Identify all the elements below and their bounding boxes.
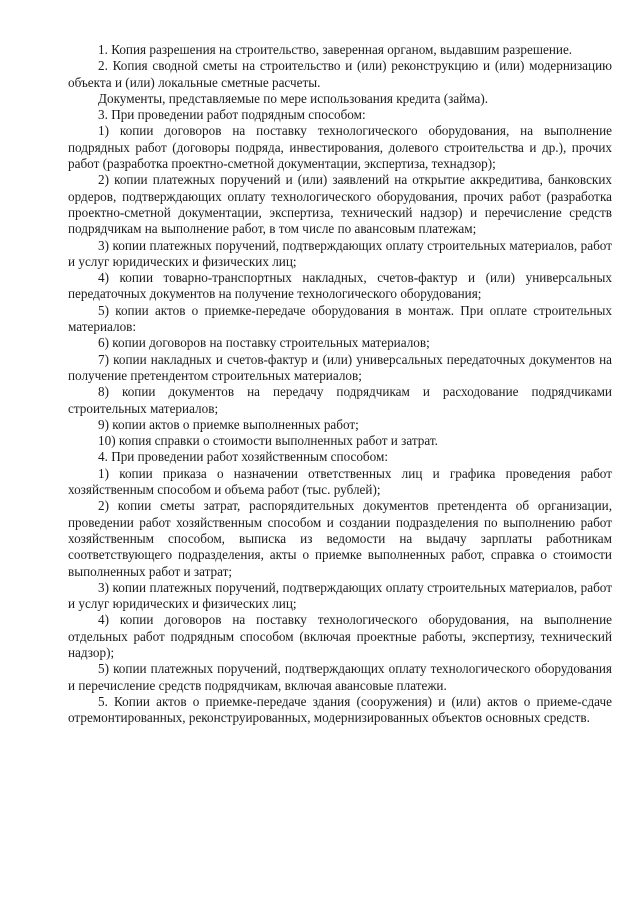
paragraph-economic-item-2: 2) копии сметы затрат, распорядительных документов претендента об организации, проведении работ хозяйственным способом и создании подразделения по выполнению работ хозяйственным способом, выписка из ведомости на выдачу зарплаты работникам соответствующего подразделения, акты о приемке выполненных работ, справка о стоимости выполненных работ и затрат; bbox=[68, 498, 612, 579]
paragraph-acceptance-acts: 5. Копии актов о приемке-передаче здания (сооружения) и (или) актов о приеме-сдаче отремонтированных, реконструированных, модернизированных объектов основных средств. bbox=[68, 693, 612, 726]
paragraph-economic-method-heading: 4. При проведении работ хозяйственным способом: bbox=[98, 449, 388, 465]
paragraph-economic-item-3: 3) копии платежных поручений, подтверждающих оплату строительных материалов, работ и услуг юридических и физических лиц; bbox=[68, 579, 612, 612]
paragraph-economic-item-1: 1) копии приказа о назначении ответственных лиц и графика проведения работ хозяйственным способом и объема работ (тыс. рублей); bbox=[68, 465, 612, 498]
paragraph-contract-item-7: 7) копии накладных и счетов-фактур и (или) универсальных передаточных документов на получение претендентом строительных материалов; bbox=[68, 351, 612, 383]
paragraph-estimate-copy: 2. Копия сводной сметы на строительство и (или) реконструкцию и (или) модернизацию объекта и (или) локальные сметные расчеты. bbox=[68, 58, 612, 90]
paragraph-economic-item-4: 4) копии договоров на поставку технологического оборудования, на выполнение отдельных работ подрядным способом (включая проектные работы, экспертизу, технический надзор); bbox=[68, 612, 612, 660]
paragraph-contract-item-5: 5) копии актов о приемке-передаче оборудования в монтаж. При оплате строительных материалов: bbox=[68, 302, 612, 335]
paragraph-contract-item-6: 6) копии договоров на поставку строительных материалов; bbox=[98, 335, 430, 351]
paragraph-contract-item-4: 4) копии товарно-транспортных накладных, счетов-фактур и (или) универсальных передаточных документов на получение технологического оборудования; bbox=[68, 270, 612, 302]
paragraph-contract-item-8: 8) копии документов на передачу подрядчикам и расходование подрядчиками строительных материалов; bbox=[68, 384, 612, 416]
paragraph-loan-documents-heading: Документы, представляемые по мере использования кредита (займа). bbox=[98, 90, 489, 106]
paragraph-permit-copy: 1. Копия разрешения на строительство, заверенная органом, выдавшим разрешение. bbox=[98, 42, 573, 57]
paragraph-economic-item-5: 5) копии платежных поручений, подтверждающих оплату технологического оборудования и перечисление средств подрядчикам, включая авансовые платежи. bbox=[68, 661, 612, 693]
paragraph-contract-item-2: 2) копии платежных поручений и (или) заявлений на открытие аккредитива, банковских ордеров, подтверждающих оплату технологического оборудования, прочих работ (разработка проектно-сметной документации, экспертиза, технический надзор) и перечисление средств подрядчикам на выполнение работ, в том числе по авансовым платежам; bbox=[68, 172, 612, 237]
paragraph-contract-method-heading: 3. При проведении работ подрядным способом: bbox=[98, 107, 366, 123]
paragraph-contract-item-1: 1) копии договоров на поставку технологического оборудования, на выполнение подрядных работ (договоры подряда, инвестирования, долевого строительства и др.), прочих работ (разработка проектно-сметной документации, экспертиза, технадзор); bbox=[68, 123, 612, 172]
paragraph-contract-item-9: 9) копии актов о приемке выполненных работ; bbox=[98, 416, 359, 432]
paragraph-contract-item-3: 3) копии платежных поручений, подтверждающих оплату строительных материалов, работ и услуг юридических и физических лиц; bbox=[68, 237, 612, 269]
paragraph-contract-item-10: 10) копия справки о стоимости выполненных работ и затрат. bbox=[98, 433, 438, 449]
